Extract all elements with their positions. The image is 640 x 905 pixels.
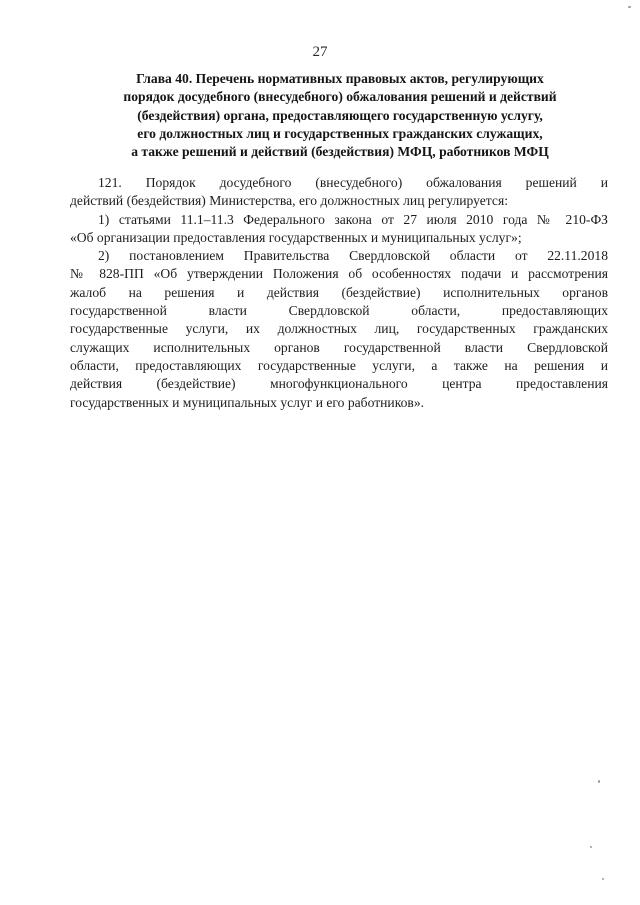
text-line: № 828-ПП «Об утверждении Положения об особенностях подачи и рассмотрения <box>70 266 608 282</box>
heading-line: его должностных лиц и государственных гражданских служащих, <box>137 125 543 141</box>
body-text <box>70 174 608 412</box>
text-line: государственной власти Свердловской области, предоставляющих <box>70 303 608 319</box>
scan-speck <box>628 6 631 8</box>
text-line: государственные услуги, их должностных лиц, государственных гражданских <box>70 321 608 337</box>
text-line: 2) постановлением Правительства Свердловской области от 22.11.2018 <box>98 248 608 264</box>
text-line: служащих исполнительных органов государственной власти Свердловской <box>70 339 608 355</box>
paragraph-item-1 <box>70 211 608 248</box>
text-line: 1) статьями 11.1–11.3 Федерального закона от 27 июля 2010 года № 210-ФЗ <box>98 211 608 227</box>
text-line: жалоб на решения и действия (бездействие) исполнительных органов <box>70 284 608 300</box>
text-line: области, предоставляющих государственные услуги, а также на решения и <box>70 357 608 373</box>
text-line: государственных и муниципальных услуг и его работников». <box>70 394 425 410</box>
paragraph-item-2 <box>70 247 608 412</box>
scan-speck <box>602 878 604 880</box>
heading-line: Глава 40. Перечень нормативных правовых актов, регулирующих <box>136 71 544 86</box>
heading-line: порядок досудебного (внесудебного) обжалования решений и действий <box>123 89 557 105</box>
scan-speck <box>590 846 592 848</box>
scan-speck <box>598 780 600 783</box>
heading-line: а также решений и действий (бездействия) МФЦ, работников МФЦ <box>131 144 549 160</box>
heading-line: (бездействия) органа, предоставляющего государственную услугу, <box>137 107 543 123</box>
text-line: «Об организации предоставления государственных и муниципальных услуг»; <box>70 229 522 245</box>
text-line: действий (бездействия) Министерства, его должностных лиц регулируется: <box>70 193 508 209</box>
chapter-heading <box>70 70 610 161</box>
text-line: действия (бездействие) многофункционального центра предоставления <box>70 376 608 392</box>
paragraph-121 <box>70 174 608 211</box>
page-number: 27 <box>312 44 328 60</box>
text-line: 121. Порядок досудебного (внесудебного) обжалования решений и <box>98 175 608 190</box>
